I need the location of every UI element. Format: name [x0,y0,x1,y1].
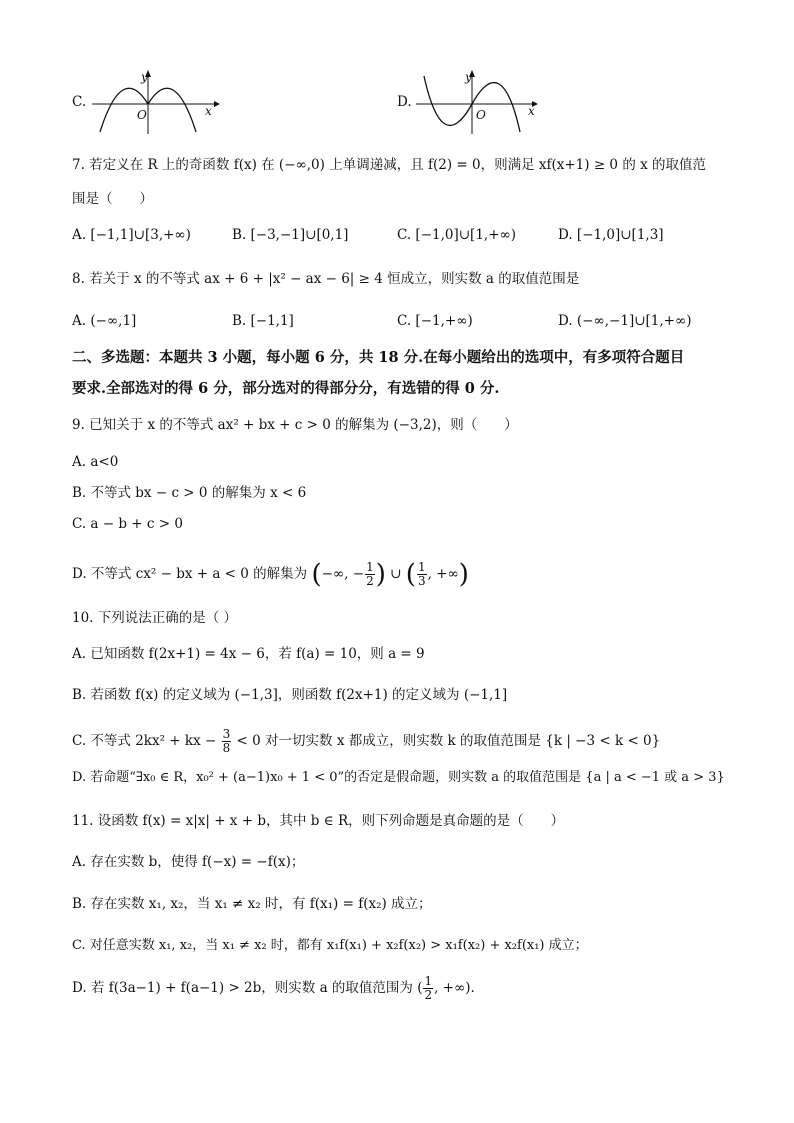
q11-option-b: B. 存在实数 x₁, x₂，当 x₁ ≠ x₂ 时，有 f(x₁) = f(x₂) 成立； [72,896,432,912]
numerator: 3 [222,727,231,741]
fraction-one-half [423,975,433,1002]
paren-open: ( [405,559,416,590]
q8-stem: 8. 若关于 x 的不等式 ax + 6 + |x² − ax − 6| ≥ 4 恒成立，则实数 a 的取值范围是 [72,271,580,287]
denominator: 2 [366,574,374,588]
q10-stem: 10. 下列说法正确的是（ ） [72,610,238,626]
fraction-one-half [365,561,375,588]
option-c-label: C. [72,94,87,110]
graph-d-y-label: y [465,70,472,84]
q11-d-text-pre: D. 若 f(3a−1) + f(a−1) > 2b，则实数 a 的取值范围为 ( [72,980,423,996]
q10-option-d: D. 若命题“∃x₀ ∈ R，x₀² + (a−1)x₀ + 1 < 0”的否定是假命题，则实数 a 的取值范围是 {a | a < −1 或 a > 3} [72,770,725,785]
graph-d [414,68,544,136]
q11-d-text-post: , +∞). [434,980,475,996]
numerator: 1 [424,974,433,988]
section2-header-line1: 二、多选题：本题共 3 小题，每小题 6 分，共 18 分.在每小题给出的选项中，有多项符合题目 [72,349,685,366]
numerator: 1 [417,560,426,574]
q9-d-interval1-start: −∞, − [321,566,365,582]
graph-d-x-label: x [528,104,535,118]
union-symbol: ∪ [390,566,402,582]
option-d-label: D. [397,94,412,110]
q8-option-b: B. [−1,1] [232,313,294,329]
graph-c-x-label: x [205,104,212,118]
graph-c [90,68,220,136]
q7-option-c: C. [−1,0]∪[1,+∞) [397,227,517,243]
denominator: 3 [417,574,426,588]
denominator: 8 [222,741,231,755]
q11-option-c: C. 对任意实数 x₁, x₂，当 x₁ ≠ x₂ 时，都有 x₁f(x₁) + x₂f(x₂) > x₁f(x₂) + x₂f(x₁) 成立； [72,938,588,953]
q7-option-d: D. [−1,0]∪[1,3] [558,227,664,243]
q8-option-c: C. [−1,+∞) [397,313,473,329]
denominator: 2 [424,988,433,1002]
q10-c-text-pre: C. 不等式 2kx² + kx − [72,733,217,749]
numerator: 1 [366,560,374,574]
q10-option-a: A. 已知函数 f(2x+1) = 4x − 6，若 f(a) = 10，则 a = 9 [72,646,425,662]
q9-stem: 9. 已知关于 x 的不等式 ax² + bx + c > 0 的解集为 (−3,2)，则（ ） [72,417,518,433]
graph-d-origin-label: O [476,108,486,122]
fraction-one-third [417,561,427,588]
q8-option-d: D. (−∞,−1]∪[1,+∞) [558,313,692,329]
paren-open: ( [311,559,322,590]
q8-option-a: A. (−∞,1] [72,313,137,329]
x-axis-arrow [214,101,220,107]
paren-close: ) [458,559,469,590]
q7-stem-line2: 围是（ ） [72,191,153,207]
graph-c-y-label: y [141,70,148,84]
fraction-three-eighths [222,728,232,755]
q9-d-interval2-end: , +∞ [427,566,459,582]
q7-stem-line1: 7. 若定义在 R 上的奇函数 f(x) 在 (−∞,0) 上单调递减，且 f(2) = 0，则满足 xf(x+1) ≥ 0 的 x 的取值范 [72,157,707,173]
q11-option-a: A. 存在实数 b，使得 f(−x) = −f(x)； [72,854,305,870]
paren-close: ) [375,559,386,590]
q7-option-a: A. [−1,1]∪[3,+∞) [72,227,191,243]
q9-option-d [72,561,469,588]
q9-option-c: C. a − b + c > 0 [72,516,183,532]
q9-d-text: D. 不等式 cx² − bx + a < 0 的解集为 [72,566,308,582]
q10-option-c [72,728,660,755]
q9-option-a: A. a<0 [72,454,119,470]
q9-option-b: B. 不等式 bx − c > 0 的解集为 x < 6 [72,485,307,501]
q11-option-d [72,975,475,1002]
section2-header-line2: 要求.全部选对的得 6 分，部分选对的得部分分，有选错的得 0 分. [72,380,500,397]
q10-option-b: B. 若函数 f(x) 的定义域为 (−1,3]，则函数 f(2x+1) 的定义域为 (−1,1] [72,687,508,703]
q10-c-text-post: < 0 对一切实数 x 都成立，则实数 k 的取值范围是 {k | −3 < k < 0} [236,733,661,749]
graph-c-origin-label: O [137,108,147,122]
q11-stem: 11. 设函数 f(x) = x|x| + x + b，其中 b ∈ R，则下列命题是真命题的是（ ） [72,813,565,829]
q7-option-b: B. [−3,−1]∪[0,1] [232,227,349,243]
